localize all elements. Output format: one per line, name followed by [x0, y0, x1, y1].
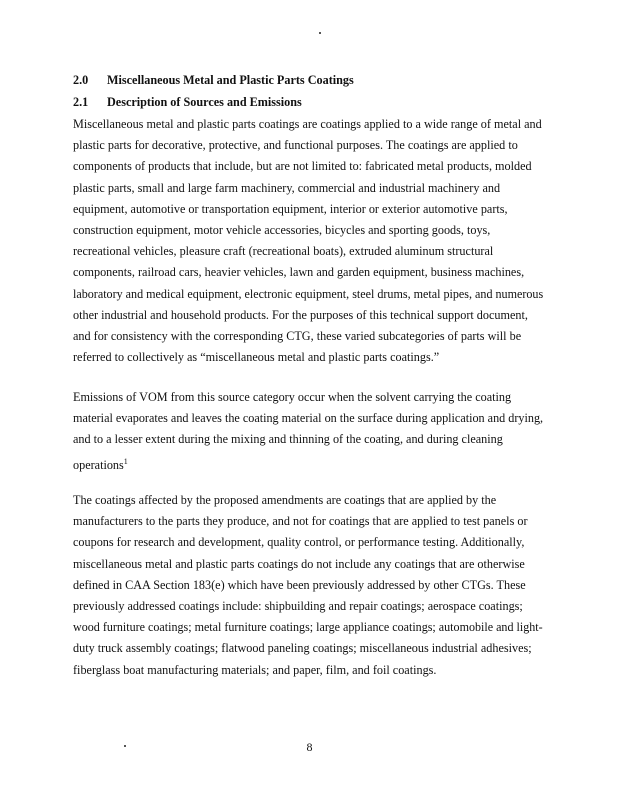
paragraph-emissions — [73, 387, 543, 472]
text-line: wood furniture coatings; metal furniture coatings; large appliance coatings; automobile and light- — [73, 620, 543, 635]
text-line: referred to collectively as “miscellaneous metal and plastic parts coatings.” — [73, 350, 440, 365]
section-title: Miscellaneous Metal and Plastic Parts Coatings — [107, 73, 354, 87]
text-line: fiberglass boat manufacturing materials; and paper, film, and foil coatings. — [73, 662, 437, 677]
section-heading — [73, 72, 354, 88]
subsection-heading — [73, 94, 302, 110]
text-line — [73, 451, 543, 472]
text-line: plastic parts, small and large farm machinery, commercial and industrial machinery and — [73, 180, 501, 195]
text-line: laboratory and medical equipment, electronic equipment, steel drums, metal pipes, and numerous — [73, 286, 544, 301]
text-line: Miscellaneous metal and plastic parts coatings are coatings applied to a wide range of metal and — [73, 117, 542, 131]
text-line: Emissions of VOM from this source category occur when the solvent carrying the coating — [73, 390, 512, 404]
paragraph-affected-coatings — [73, 490, 543, 681]
section-number: 2.0 — [73, 73, 89, 87]
text-line: material evaporates and leaves the coating material on the surface during application and drying, — [73, 411, 544, 426]
text-line: components of products that include, but are not limited to: fabricated metal products, molded — [73, 159, 532, 174]
text-line: plastic parts for decorative, protective, and functional purposes. The coatings are applied to — [73, 138, 518, 153]
footnote-marker: 1 — [123, 456, 128, 466]
text-line: previously addressed coatings include: shipbuilding and repair coatings; aerospace coatings; — [73, 598, 523, 613]
text-line: construction equipment, motor vehicle accessories, bicycles and sporting goods, toys, — [73, 222, 491, 237]
text-line: manufacturers to the parts they produce, and not for coatings that are applied to test panels or — [73, 514, 528, 529]
text-line: other industrial and household products. For the purposes of this technical support document, — [73, 307, 528, 322]
text-line: and to a lesser extent during the mixing and thinning of the coating, and during cleaning — [73, 432, 503, 447]
text-line: miscellaneous metal and plastic parts coatings do not include any coatings that are otherwise — [73, 556, 525, 571]
text-line: The coatings affected by the proposed amendments are coatings that are applied by the — [73, 493, 497, 507]
text-fragment: operations — [73, 457, 124, 472]
text-line: components, railroad cars, heavier vehicles, lawn and garden equipment, business machines, — [73, 265, 525, 280]
text-line: recreational vehicles, pleasure craft (recreational boats), extruded aluminum structural — [73, 244, 494, 259]
text-line: coupons for research and development, quality control, or performance testing. Additionally, — [73, 535, 525, 550]
text-line: and for consistency with the corresponding CTG, these varied subcategories of parts will be — [73, 328, 522, 343]
text-line: equipment, automotive or transportation equipment, interior or exterior automotive parts, — [73, 201, 508, 216]
text-line: duty truck assembly coatings; flatwood paneling coatings; miscellaneous industrial adhesives; — [73, 641, 532, 656]
subsection-number: 2.1 — [73, 95, 89, 109]
text-line: defined in CAA Section 183(e) which have been previously addressed by other CTGs. These — [73, 577, 526, 592]
subsection-title: Description of Sources and Emissions — [107, 95, 302, 109]
page-number: 8 — [306, 740, 313, 754]
paragraph-description — [73, 114, 543, 368]
scan-speck — [319, 32, 321, 34]
